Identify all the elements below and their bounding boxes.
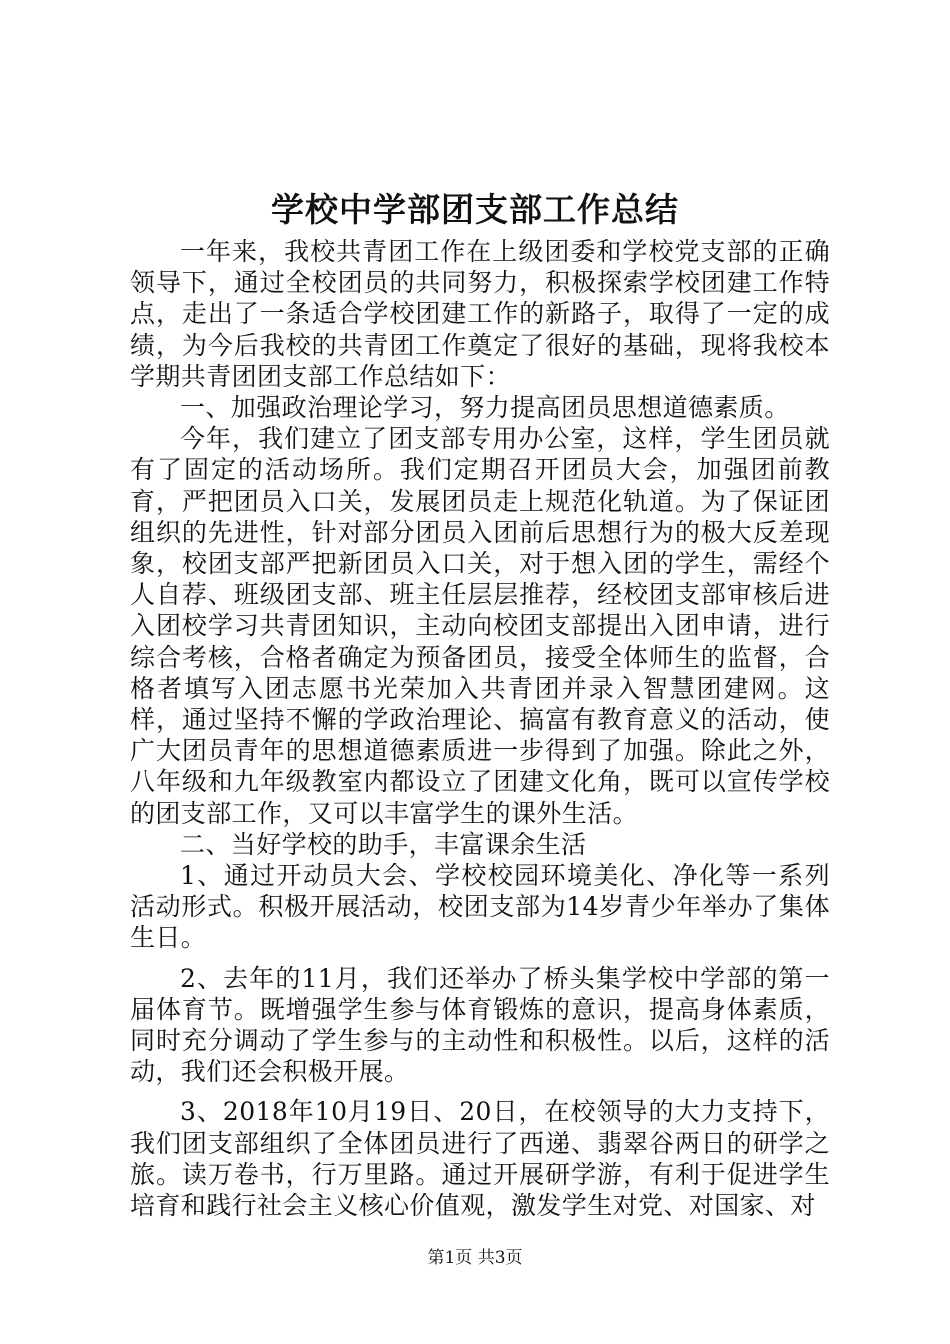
paragraph-item-2: 2、去年的11月，我们还举办了桥头集学校中学部的第一届体育节。既增强学生参与体育锻炼的意识，提高身体素质，同时充分调动了学生参与的主动性和积极性。以后，这样的活动，我们还会积极开展。 <box>130 963 830 1087</box>
document-body <box>130 236 830 1221</box>
document-title: 学校中学部团支部工作总结 <box>271 190 679 229</box>
paragraph-section-1: 今年，我们建立了团支部专用办公室，这样，学生团员就有了固定的活动场所。我们定期召开团员大会，加强团前教育，严把团员入口关，发展团员走上规范化轨道。为了保证团组织的先进性，针对部分团员入团前后思想行为的极大反差现象，校团支部严把新团员入口关，对于想入团的学生，需经个人自荐、班级团支部、班主任层层推荐，经校团支部审核后进入团校学习共青团知识，主动向校团支部提出入团申请，进行综合考核，合格者确定为预备团员，接受全体师生的监督，合格者填写入团志愿书光荣加入共青团并录入智慧团建网。这样，通过坚持不懈的学政治理论、搞富有教育意义的活动，使广大团员青年的思想道德素质进一步得到了加强。除此之外，八年级和九年级教室内都设立了团建文化角，既可以宣传学校的团支部工作，又可以丰富学生的课外生活。 <box>130 424 830 828</box>
page-number-footer: 第1页 共3页 <box>427 1248 523 1268</box>
section-heading-1: 一、加强政治理论学习，努力提高团员思想道德素质。 <box>180 393 790 423</box>
paragraph-item-1: 1、通过开动员大会、学校校园环境美化、净化等一系列活动形式。积极开展活动，校团支部为14岁青少年举办了集体生日。 <box>130 861 830 953</box>
paragraph-item-3: 3、2018年10月19日、20日，在校领导的大力支持下，我们团支部组织了全体团员进行了西递、翡翠谷两日的研学之旅。读万卷书，行万里路。通过开展研学游，有利于促进学生培育和践行社会主义核心价值观，激发学生对党、对国家、对 <box>130 1097 830 1221</box>
section-heading-2: 二、当好学校的助手，丰富课余生活 <box>180 829 587 859</box>
paragraph-intro: 一年来，我校共青团工作在上级团委和学校党支部的正确领导下，通过全校团员的共同努力，积极探索学校团建工作特点，走出了一条适合学校团建工作的新路子，取得了一定的成绩，为今后我校的共青团工作奠定了很好的基础，现将我校本学期共青团团支部工作总结如下： <box>130 237 830 391</box>
